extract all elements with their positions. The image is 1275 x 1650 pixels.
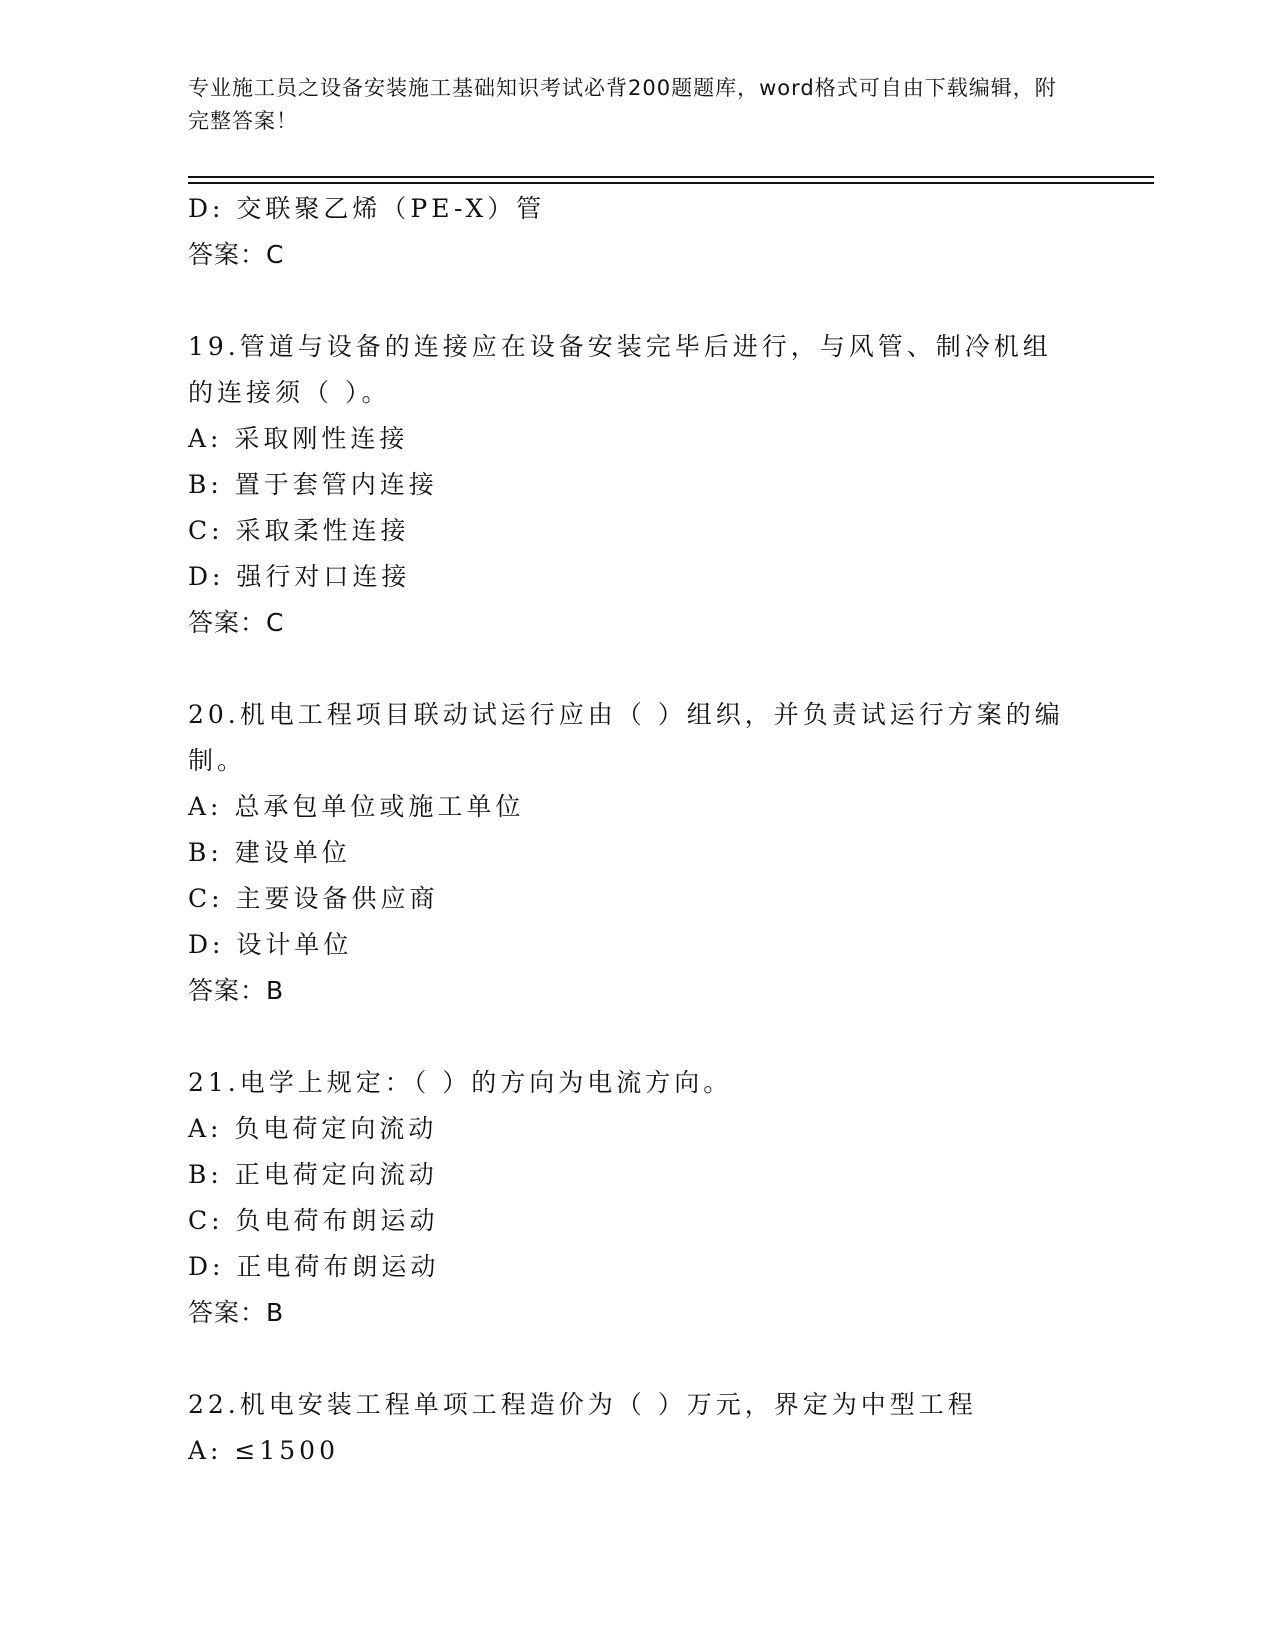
answer-line: 答案：B xyxy=(188,1298,285,1327)
option-a: A: 总承包单位或施工单位 xyxy=(188,792,525,821)
option-b: B: 建设单位 xyxy=(188,838,351,867)
option-d: D: 交联聚乙烯（PE-X）管 xyxy=(188,194,546,223)
option-a: A: 采取刚性连接 xyxy=(188,424,409,453)
option-c: C: 主要设备供应商 xyxy=(188,884,439,913)
question-21 xyxy=(188,1060,1088,1336)
question-20 xyxy=(188,692,1088,1014)
header-title: 专业施工员之设备安装施工基础知识考试必背200题题库，word格式可自由下载编辑，附完整答案！ xyxy=(188,76,1057,133)
spacer xyxy=(188,1336,1088,1382)
question-continuation xyxy=(188,186,1088,278)
document-header xyxy=(188,72,1068,138)
question-text: 21.电学上规定：（ ）的方向为电流方向。 xyxy=(188,1068,733,1097)
option-d: D: 强行对口连接 xyxy=(188,562,411,591)
option-c: C: 负电荷布朗运动 xyxy=(188,1206,439,1235)
spacer xyxy=(188,646,1088,692)
header-divider-top xyxy=(188,176,1154,178)
answer-line: 答案：C xyxy=(188,608,285,637)
option-b: B: 正电荷定向流动 xyxy=(188,1160,438,1189)
answer-line: 答案：C xyxy=(188,240,285,269)
option-a: A: 负电荷定向流动 xyxy=(188,1114,438,1143)
question-22 xyxy=(188,1382,1088,1474)
spacer xyxy=(188,278,1088,324)
option-d: D: 正电荷布朗运动 xyxy=(188,1252,440,1281)
question-text: 19.管道与设备的连接应在设备安装完毕后进行，与风管、制冷机组的连接须（ ）。 xyxy=(188,332,1052,407)
question-text: 20.机电工程项目联动试运行应由（ ）组织，并负责试运行方案的编制。 xyxy=(188,700,1064,775)
option-b: B: 置于套管内连接 xyxy=(188,470,438,499)
question-list xyxy=(188,186,1088,1474)
answer-line: 答案：B xyxy=(188,976,285,1005)
option-d: D: 设计单位 xyxy=(188,930,353,959)
question-text: 22.机电安装工程单项工程造价为（ ）万元，界定为中型工程 xyxy=(188,1390,977,1419)
option-c: C: 采取柔性连接 xyxy=(188,516,410,545)
option-a: A: ≤1500 xyxy=(188,1436,339,1465)
spacer xyxy=(188,1014,1088,1060)
header-divider-bottom xyxy=(188,182,1154,184)
question-19 xyxy=(188,324,1088,646)
